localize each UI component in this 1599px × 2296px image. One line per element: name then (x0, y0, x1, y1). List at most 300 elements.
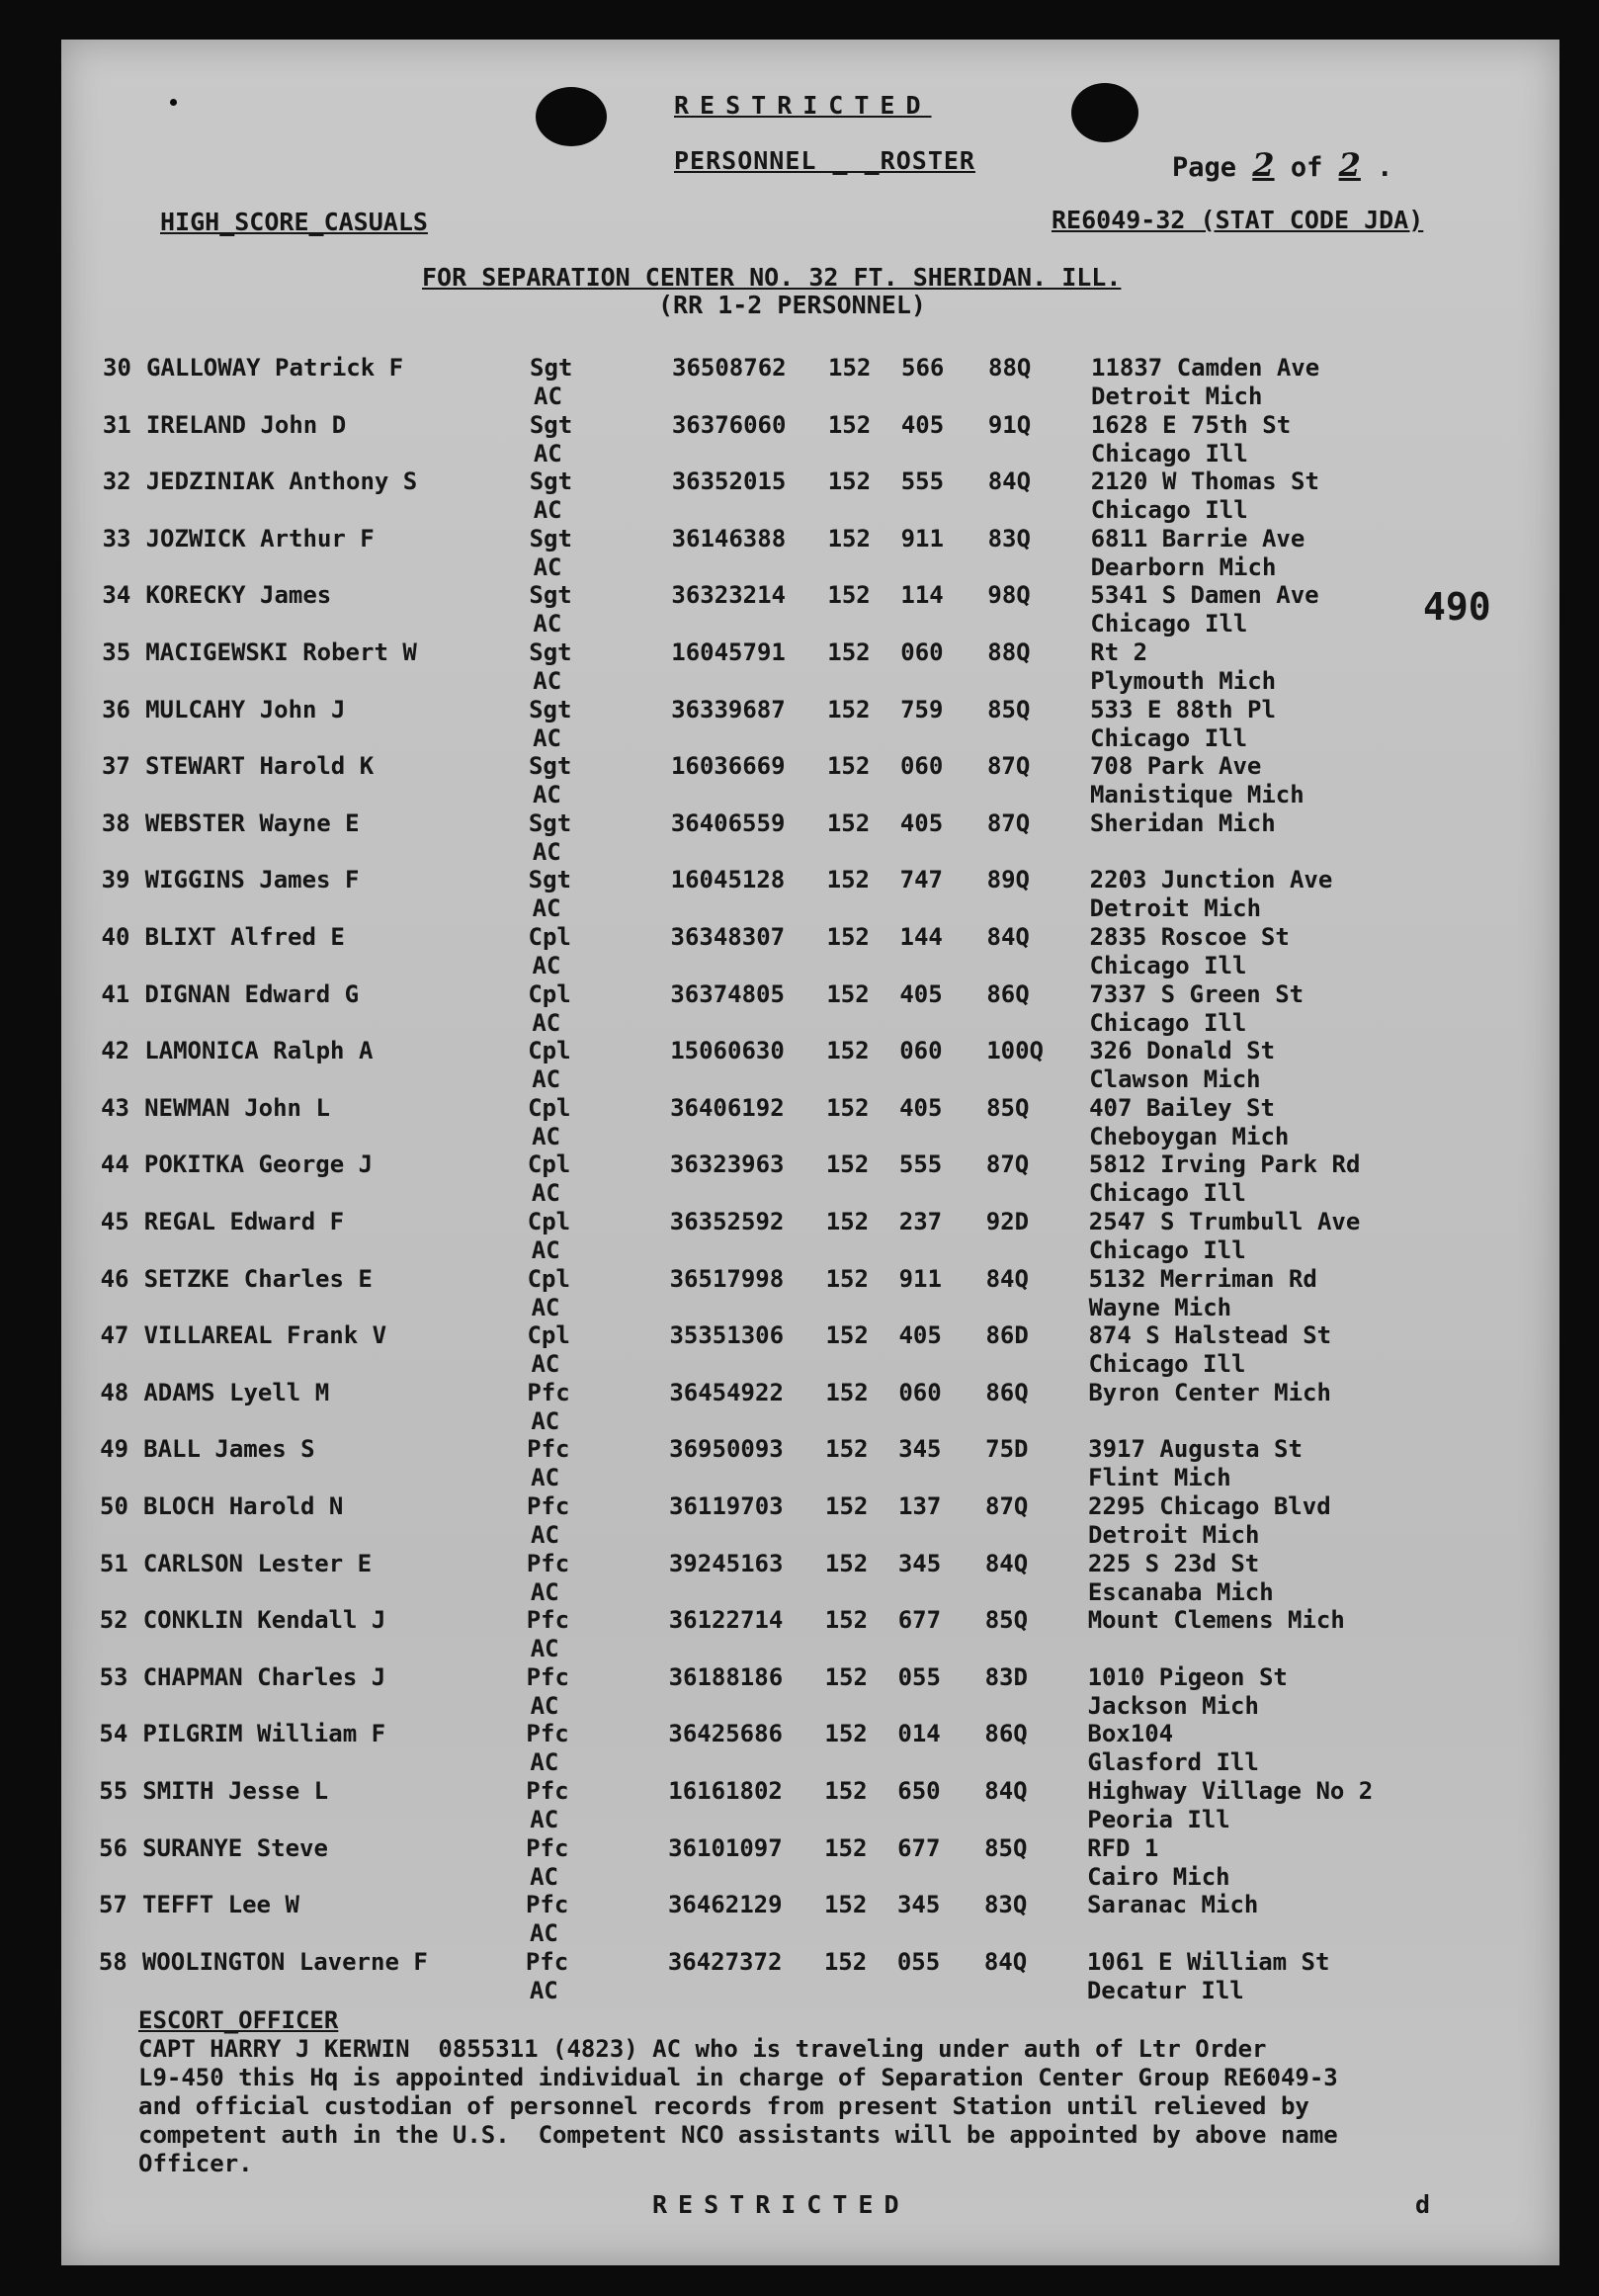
grade: Sgt (529, 581, 572, 610)
arm-of-service: AC (532, 1122, 560, 1150)
code-b: 677 (897, 1606, 942, 1635)
code-a: 152 (826, 752, 871, 781)
serial-number: 16045128 (670, 866, 786, 894)
soldier-name: STEWART Harold K (144, 752, 375, 781)
table-row (61, 525, 1494, 582)
row-number: 56 (99, 1833, 128, 1862)
score-code: 88Q (988, 354, 1032, 382)
code-b: 911 (898, 1264, 942, 1293)
ink-blot-left (536, 87, 607, 146)
code-b: 677 (897, 1833, 941, 1862)
code-a: 152 (828, 354, 872, 382)
address-line2: Chicago Ill (1088, 1350, 1246, 1379)
table-row (60, 638, 1493, 696)
address-line1: Highway Village No 2 (1087, 1777, 1374, 1805)
table-row (57, 1777, 1490, 1834)
grade: Pfc (526, 1777, 569, 1805)
address-line1: RFD 1 (1087, 1833, 1159, 1862)
page-prefix: Page (1172, 152, 1237, 183)
page-mark: d (1415, 2190, 1431, 2219)
soldier-name: PILGRIM William F (142, 1720, 386, 1748)
table-row (58, 1663, 1491, 1721)
grade: Cpl (528, 923, 571, 951)
address-line2: Plymouth Mich (1090, 667, 1277, 695)
roster-title: PERSONNEL _ _ROSTER (674, 146, 975, 175)
row-number: 45 (100, 1208, 129, 1235)
soldier-name: BALL James S (143, 1435, 315, 1464)
row-number: 40 (101, 923, 130, 951)
soldier-name: CARLSON Lester E (142, 1549, 373, 1577)
soldier-name: VILLAREAL Frank V (143, 1321, 387, 1350)
escort-line: CAPT HARRY J KERWIN 0855311 (4823) AC who is traveling under auth of Ltr Order (138, 2035, 1267, 2063)
serial-number: 36454922 (669, 1378, 784, 1406)
row-number: 50 (100, 1492, 128, 1520)
code-b: 405 (899, 1093, 943, 1122)
address-line1: 1010 Pigeon St (1087, 1662, 1288, 1691)
table-row (60, 752, 1493, 809)
soldier-name: WIGGINS James F (144, 866, 360, 894)
score-code: 88Q (987, 638, 1031, 666)
grade: Pfc (527, 1378, 570, 1406)
table-row (58, 1606, 1491, 1663)
code-a: 152 (826, 1037, 870, 1065)
table-row (59, 980, 1492, 1038)
address-line2: Flint Mich (1088, 1464, 1231, 1492)
arm-of-service: AC (530, 1577, 559, 1606)
address-line2: Chicago Ill (1089, 952, 1247, 979)
grade: Sgt (529, 695, 572, 723)
row-number: 36 (102, 695, 131, 723)
table-row (57, 1720, 1490, 1777)
score-code: 85Q (987, 695, 1031, 723)
score-code: 86Q (985, 1378, 1029, 1406)
row-number: 44 (100, 1150, 129, 1179)
arm-of-service: AC (530, 1691, 559, 1720)
grade: Pfc (526, 1549, 570, 1577)
code-a: 152 (827, 524, 871, 553)
score-code: 84Q (984, 1777, 1028, 1805)
address-line2: Chicago Ill (1090, 496, 1248, 525)
address-line1: 11837 Camden Ave (1091, 354, 1320, 382)
code-a: 152 (827, 638, 871, 666)
serial-number: 35351306 (669, 1321, 785, 1350)
serial-number: 36323214 (671, 581, 786, 610)
code-a: 152 (825, 1208, 870, 1235)
score-code: 89Q (986, 866, 1031, 894)
row-number: 48 (100, 1378, 129, 1406)
arm-of-service: AC (532, 837, 561, 866)
soldier-name: SMITH Jesse L (142, 1777, 329, 1805)
soldier-name: SURANYE Steve (142, 1833, 328, 1862)
serial-number: 36427372 (667, 1947, 783, 1976)
personnel-category: (RR 1-2 PERSONNEL) (658, 291, 926, 319)
table-row (60, 923, 1493, 980)
ink-speck (170, 99, 177, 106)
grade: Cpl (527, 1264, 570, 1293)
table-row (59, 1094, 1492, 1151)
code-b: 055 (897, 1662, 941, 1691)
serial-number: 16036669 (670, 752, 786, 781)
soldier-name: JOZWICK Arthur F (145, 524, 375, 553)
row-number: 52 (99, 1606, 128, 1635)
address-line2: Dearborn Mich (1090, 553, 1277, 581)
code-a: 152 (826, 979, 870, 1008)
row-number: 43 (101, 1093, 129, 1122)
row-number: 58 (98, 1947, 127, 1976)
page-current: 2 (1252, 146, 1275, 184)
classification-header: RESTRICTED (674, 91, 932, 120)
address-line1: 2203 Junction Ave (1089, 866, 1333, 894)
table-row (58, 1492, 1491, 1550)
score-code: 86Q (986, 979, 1030, 1008)
score-code: 87Q (985, 1492, 1029, 1520)
code-a: 152 (825, 1150, 870, 1179)
code-a: 152 (827, 468, 872, 496)
score-code: 83Q (983, 1891, 1028, 1919)
score-code: 83Q (987, 524, 1031, 553)
code-b: 345 (898, 1435, 942, 1464)
serial-number: 36101097 (668, 1833, 783, 1862)
soldier-name: WEBSTER Wayne E (144, 808, 360, 837)
code-a: 152 (825, 1435, 869, 1464)
row-number: 33 (102, 524, 131, 553)
address-line1: 1061 E William St (1086, 1947, 1330, 1976)
code-a: 152 (826, 923, 870, 951)
code-b: 144 (899, 923, 943, 951)
table-row (58, 1550, 1491, 1607)
code-a: 152 (825, 1492, 869, 1520)
arm-of-service: AC (530, 1748, 559, 1777)
soldier-name: IRELAND John D (145, 410, 347, 439)
table-row (60, 809, 1493, 867)
score-code: 98Q (987, 581, 1031, 610)
table-row (61, 411, 1494, 468)
soldier-name: BLIXT Alfred E (144, 923, 345, 951)
serial-number: 36146388 (671, 524, 787, 553)
grade: Pfc (527, 1492, 570, 1520)
arm-of-service: AC (532, 952, 561, 979)
grade: Pfc (525, 1947, 569, 1976)
code-b: 060 (898, 1378, 942, 1406)
address-line1: 2295 Chicago Blvd (1088, 1492, 1331, 1520)
code-b: 405 (900, 410, 945, 439)
arm-of-service: AC (533, 439, 562, 468)
table-row (61, 468, 1494, 525)
soldier-name: LAMONICA Ralph A (144, 1037, 374, 1065)
table-row (58, 1321, 1491, 1379)
code-a: 152 (824, 1720, 868, 1748)
score-code: 84Q (984, 1549, 1029, 1577)
score-code: 85Q (986, 1093, 1030, 1122)
serial-number: 36406192 (670, 1093, 785, 1122)
code-b: 555 (900, 468, 945, 496)
grade: Sgt (530, 354, 573, 382)
address-line2: Detroit Mich (1088, 1521, 1260, 1549)
score-code: 92D (985, 1208, 1030, 1235)
grade: Sgt (528, 808, 572, 837)
serial-number: 36517998 (669, 1264, 785, 1293)
table-row (60, 581, 1493, 638)
table-row (57, 1834, 1490, 1892)
escort-line: Officer. (138, 2150, 253, 2177)
code-b: 237 (898, 1208, 943, 1235)
row-number: 30 (103, 354, 131, 382)
address-line1: 3917 Augusta St (1088, 1435, 1303, 1464)
address-line2: Escanaba Mich (1087, 1577, 1274, 1606)
score-code: 84Q (987, 468, 1032, 496)
soldier-name: POKITKA George J (143, 1150, 374, 1179)
table-row (58, 1379, 1491, 1436)
arm-of-service: AC (531, 1293, 560, 1321)
row-number: 54 (99, 1720, 128, 1748)
code-a: 152 (825, 1378, 869, 1406)
score-code: 75D (985, 1435, 1029, 1464)
address-line1: Mount Clemens Mich (1087, 1606, 1345, 1635)
code-a: 152 (824, 1662, 868, 1691)
soldier-name: CHAPMAN Charles J (142, 1662, 386, 1691)
code-a: 152 (826, 866, 871, 894)
row-number: 32 (102, 468, 131, 496)
grade: Sgt (529, 410, 573, 439)
escort-title: ESCORT_OFFICER (138, 2006, 339, 2034)
arm-of-service: AC (531, 1464, 560, 1492)
row-number: 42 (101, 1037, 130, 1065)
grade: Cpl (528, 979, 571, 1008)
address-line2: Chicago Ill (1089, 1008, 1247, 1037)
serial-number: 36462129 (667, 1891, 783, 1919)
score-code: 86Q (984, 1720, 1028, 1748)
soldier-name: TEFFT Lee W (141, 1891, 299, 1919)
row-number: 37 (101, 752, 130, 781)
grade: Pfc (527, 1435, 570, 1464)
escort-officer-block (138, 2006, 1338, 2178)
address-line1: 2120 W Thomas St (1090, 468, 1319, 496)
grade: Pfc (526, 1606, 570, 1635)
arm-of-service: AC (530, 1862, 559, 1891)
arm-of-service: AC (531, 1406, 560, 1435)
address-line1: 2547 S Trumbull Ave (1088, 1208, 1361, 1235)
grade: Sgt (529, 468, 573, 496)
score-code: 87Q (986, 808, 1031, 837)
table-row (60, 696, 1493, 753)
row-number: 53 (99, 1662, 128, 1691)
grade: Sgt (529, 638, 572, 666)
table-row (59, 1037, 1492, 1094)
table-row (57, 1948, 1490, 2005)
address-line1: 6811 Barrie Ave (1090, 524, 1305, 553)
code-b: 405 (899, 808, 944, 837)
serial-number: 36508762 (672, 354, 787, 382)
arm-of-service: AC (533, 553, 562, 581)
page-indicator: Page 2 of 2 . (1172, 146, 1393, 184)
grade: Pfc (526, 1833, 569, 1862)
address-line2: Detroit Mich (1091, 383, 1263, 410)
code-b: 566 (901, 354, 945, 382)
table-row (57, 1891, 1490, 1948)
code-b: 114 (900, 581, 944, 610)
arm-of-service: AC (531, 1350, 560, 1379)
code-b: 911 (900, 524, 944, 553)
soldier-name: ADAMS Lyell M (143, 1378, 330, 1406)
arm-of-service: AC (532, 1008, 561, 1037)
serial-number: 36352592 (669, 1208, 785, 1235)
address-line2: Peoria Ill (1087, 1806, 1230, 1833)
address-line1: 225 S 23d St (1087, 1549, 1260, 1577)
address-line1: Rt 2 (1090, 638, 1148, 666)
address-line2: Chicago Ill (1090, 610, 1248, 638)
code-b: 405 (899, 979, 943, 1008)
ink-blot-right (1071, 83, 1138, 142)
address-line2: Chicago Ill (1090, 723, 1248, 752)
document-page (61, 40, 1559, 2265)
score-code: 84Q (983, 1947, 1028, 1976)
soldier-name: JEDZINIAK Anthony S (145, 468, 418, 496)
serial-number: 39245163 (668, 1549, 784, 1577)
address-line2: Glasford Ill (1087, 1748, 1259, 1777)
score-code: 84Q (986, 923, 1030, 951)
address-line2: Detroit Mich (1089, 894, 1262, 923)
address-line1: 5812 Irving Park Rd (1088, 1150, 1361, 1179)
arm-of-service: AC (533, 496, 562, 525)
serial-number: 36119703 (669, 1492, 784, 1520)
separation-center-line: FOR SEPARATION CENTER NO. 32 FT. SHERIDAN. ILL. (422, 263, 1122, 292)
code-b: 759 (900, 695, 944, 723)
code-a: 152 (823, 1891, 868, 1919)
soldier-name: MULCAHY John J (145, 695, 346, 723)
grade: Cpl (528, 1093, 571, 1122)
address-line1: 5132 Merriman Rd (1088, 1264, 1317, 1293)
escort-line: L9-450 this Hq is appointed individual in charge of Separation Center Group RE6049-3 (138, 2064, 1338, 2091)
classification-footer: RESTRICTED (652, 2190, 910, 2219)
serial-number: 36376060 (671, 410, 787, 439)
arm-of-service: AC (533, 667, 562, 695)
row-number: 55 (99, 1777, 128, 1805)
address-line1: 874 S Halstead St (1088, 1321, 1332, 1350)
row-number: 38 (101, 808, 130, 837)
arm-of-service: AC (532, 894, 561, 923)
code-a: 152 (824, 1606, 869, 1635)
address-line2: Jackson Mich (1087, 1691, 1259, 1720)
code-b: 650 (897, 1777, 941, 1805)
address-line2: Decatur Ill (1086, 1976, 1244, 2004)
address-line1: 326 Donald St (1089, 1037, 1276, 1065)
grade: Sgt (529, 524, 572, 553)
soldier-name: MACIGEWSKI Robert W (145, 638, 417, 666)
soldier-name: CONKLIN Kendall J (142, 1606, 386, 1635)
serial-number: 16045791 (671, 638, 786, 666)
soldier-name: BLOCH Harold N (143, 1492, 344, 1520)
soldier-name: DIGNAN Edward G (144, 979, 360, 1008)
soldier-name: KORECKY James (145, 581, 332, 610)
code-a: 152 (824, 1549, 869, 1577)
address-line1: Box104 (1087, 1720, 1174, 1748)
score-code: 85Q (984, 1833, 1028, 1862)
row-number: 41 (101, 979, 130, 1008)
serial-number: 36339687 (671, 695, 786, 723)
code-a: 152 (826, 1093, 870, 1122)
serial-number: 36374805 (670, 979, 785, 1008)
arm-of-service: AC (529, 1976, 558, 2004)
row-number: 34 (102, 581, 131, 610)
grade: Cpl (527, 1321, 570, 1350)
address-line2: Cheboygan Mich (1089, 1122, 1290, 1150)
page-total: 2 (1338, 146, 1361, 184)
address-line2: Manistique Mich (1089, 781, 1304, 809)
row-number: 39 (101, 866, 130, 894)
address-line2: Clawson Mich (1089, 1065, 1261, 1094)
grade: Sgt (528, 866, 572, 894)
table-row (59, 1150, 1492, 1208)
row-number: 49 (100, 1435, 129, 1464)
table-row (60, 866, 1493, 923)
table-row (59, 1265, 1492, 1322)
arm-of-service: AC (530, 1635, 559, 1663)
code-a: 152 (827, 695, 871, 723)
grade: Cpl (527, 1150, 571, 1179)
code-b: 345 (897, 1549, 942, 1577)
arm-of-service: AC (533, 610, 562, 638)
address-line1: 708 Park Ave (1089, 752, 1262, 781)
grade: Sgt (528, 752, 572, 781)
row-number: 57 (98, 1891, 127, 1919)
table-row (59, 1208, 1492, 1265)
address-line1: 7337 S Green St (1089, 979, 1304, 1008)
arm-of-service: AC (530, 1806, 559, 1833)
table-row (61, 354, 1494, 411)
arm-of-service: AC (533, 723, 562, 752)
code-b: 055 (896, 1947, 941, 1976)
serial-number: 36406559 (670, 808, 786, 837)
score-code: 87Q (986, 752, 1031, 781)
code-a: 152 (825, 1264, 869, 1293)
address-line2: Chicago Ill (1088, 1236, 1246, 1264)
table-row (58, 1435, 1491, 1492)
grade: Pfc (526, 1720, 569, 1748)
code-a: 152 (825, 1321, 869, 1350)
arm-of-service: AC (529, 1919, 558, 1948)
escort-line: and official custodian of personnel records from present Station until relieved by (138, 2092, 1309, 2120)
score-code: 85Q (984, 1606, 1029, 1635)
code-b: 060 (899, 752, 944, 781)
code-a: 152 (823, 1947, 868, 1976)
serial-number: 15060630 (670, 1037, 785, 1065)
row-number: 51 (99, 1549, 128, 1577)
score-code: 84Q (985, 1264, 1029, 1293)
row-number: 35 (102, 638, 131, 666)
code-a: 152 (824, 1777, 868, 1805)
score-code: 87Q (985, 1150, 1030, 1179)
escort-line: competent auth in the U.S. Competent NCO assistants will be appointed by above name (138, 2121, 1338, 2149)
score-code: 91Q (987, 410, 1032, 439)
address-line1: Byron Center Mich (1088, 1378, 1331, 1406)
address-line1: 407 Bailey St (1089, 1093, 1275, 1122)
code-b: 060 (899, 1037, 943, 1065)
code-b: 137 (898, 1492, 942, 1520)
grade: Pfc (525, 1891, 569, 1919)
row-number: 31 (102, 410, 131, 439)
address-line2: Cairo Mich (1087, 1862, 1230, 1891)
code-a: 152 (824, 1833, 868, 1862)
row-number: 46 (100, 1264, 129, 1293)
grade: Cpl (528, 1037, 571, 1065)
serial-number: 36122714 (668, 1606, 784, 1635)
score-code: 86D (985, 1321, 1029, 1350)
soldier-name: GALLOWAY Patrick F (146, 354, 404, 382)
code-b: 345 (896, 1891, 941, 1919)
serial-number: 36348307 (670, 923, 786, 951)
side-number: 490 (1423, 585, 1491, 629)
serial-number: 36188186 (668, 1662, 784, 1691)
